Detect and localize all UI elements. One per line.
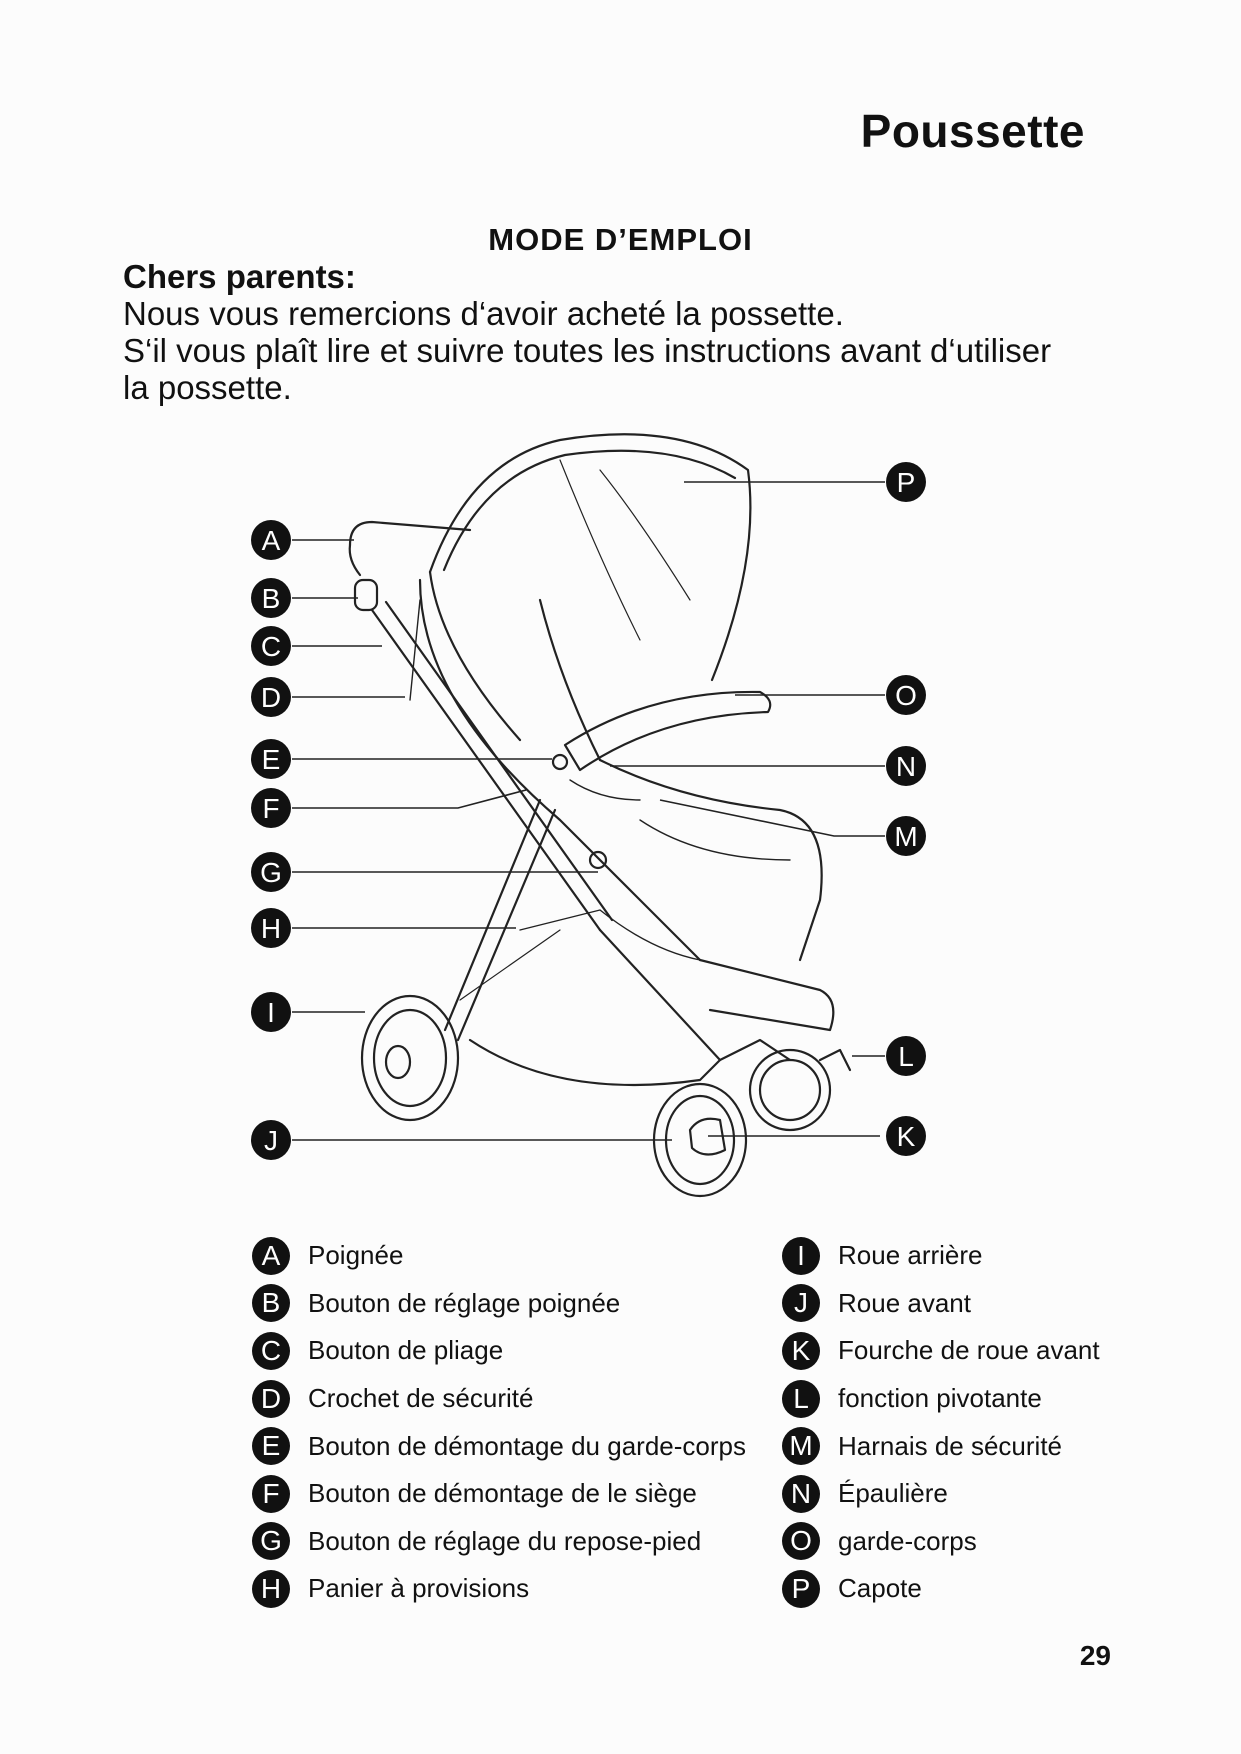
legend-label: garde-corps [838,1525,977,1556]
svg-text:K: K [896,1121,916,1152]
legend-item [252,1518,746,1566]
legend-badge: M [782,1427,820,1465]
legend-item [252,1422,746,1470]
legend-badge: G [252,1522,290,1560]
legend-label: Fourche de roue avant [838,1335,1100,1366]
legend-item [782,1518,1100,1566]
diagram-badge-b [251,578,291,618]
legend-label: Bouton de démontage de le siège [308,1478,697,1509]
legend-badge: A [252,1237,290,1275]
legend-label: Bouton de réglage du repose-pied [308,1525,702,1556]
intro-line: la possette. [123,369,292,406]
diagram-badge-g [251,852,291,892]
legend-badge: P [782,1570,820,1608]
legend-item [252,1565,746,1613]
svg-text:L: L [898,1041,914,1072]
legend-label: Bouton de pliage [308,1335,504,1366]
page-number: 29 [1079,1640,1111,1671]
svg-text:I: I [267,997,275,1028]
diagram-badge-l [886,1036,926,1076]
legend-item [252,1327,746,1375]
legend-label: fonction pivotante [838,1383,1042,1414]
legend-badge: J [782,1284,820,1322]
svg-text:A: A [261,525,281,556]
svg-text:B: B [261,583,281,614]
legend-item [782,1565,1100,1613]
leader-m [660,800,885,836]
legend-badge: B [252,1284,290,1322]
legend-item [782,1280,1100,1328]
legend-item [252,1280,746,1328]
legend-right-column [782,1232,1100,1613]
legend-label: Capote [838,1573,922,1604]
legend-item [782,1422,1100,1470]
diagram-badge-p [886,462,926,502]
legend-label: Bouton de réglage poignée [308,1287,621,1318]
legend-label: Bouton de démontage du garde-corps [308,1430,746,1461]
diagram-badge-i [251,992,291,1032]
diagram-badge-a [251,520,291,560]
svg-text:F: F [262,793,280,824]
svg-text:N: N [895,751,917,782]
legend-label: Roue arrière [838,1240,983,1271]
greeting: Chers parents: [123,258,356,295]
legend-badge: E [252,1427,290,1465]
diagram-badge-n [886,746,926,786]
legend-label: Épaulière [838,1478,948,1509]
diagram-badge-d [251,677,291,717]
legend-label: Crochet de sécurité [308,1383,534,1414]
legend-label: Panier à provisions [308,1573,530,1604]
page-title: Poussette [860,105,1085,157]
legend-badge: H [252,1570,290,1608]
svg-text:J: J [264,1125,278,1156]
intro-line: S‘il vous plaît lire et suivre toutes les instructions avant d‘utiliser [123,332,1052,369]
svg-text:H: H [260,913,282,944]
legend-item [782,1232,1100,1280]
legend-badge: I [782,1237,820,1275]
legend-badge: N [782,1475,820,1513]
stroller-illustration [350,434,850,1196]
legend-item [782,1470,1100,1518]
svg-text:E: E [261,744,281,775]
section-heading: MODE D’EMPLOI [488,222,753,257]
legend-badge: K [782,1332,820,1370]
legend-badge: L [782,1380,820,1418]
legend-item [782,1375,1100,1423]
legend-left-column [252,1232,746,1613]
svg-text:C: C [260,631,282,662]
legend-badge: D [252,1380,290,1418]
intro-line: Nous vous remercions d‘avoir acheté la possette. [123,295,844,332]
diagram-badge-h [251,908,291,948]
diagram-badge-k [886,1116,926,1156]
legend-badge: F [252,1475,290,1513]
diagram-badge-o [886,675,926,715]
diagram-badge-f [251,788,291,828]
legend-badge: C [252,1332,290,1370]
svg-text:O: O [895,680,917,711]
diagram-badge-e [251,739,291,779]
legend-item [252,1470,746,1518]
diagram-badge-j [251,1120,291,1160]
legend-badge: O [782,1522,820,1560]
legend-item [252,1375,746,1423]
svg-text:G: G [260,857,282,888]
svg-text:D: D [260,682,282,713]
diagram-badge-m [886,816,926,856]
legend-item [252,1232,746,1280]
svg-text:P: P [896,467,916,498]
legend-label: Roue avant [838,1287,971,1318]
legend-label: Harnais de sécurité [838,1430,1062,1461]
svg-text:M: M [894,821,918,852]
diagram-badge-c [251,626,291,666]
legend-label: Poignée [308,1240,404,1271]
leader-f [292,790,526,808]
legend-item [782,1327,1100,1375]
leader-lines [292,482,885,1140]
